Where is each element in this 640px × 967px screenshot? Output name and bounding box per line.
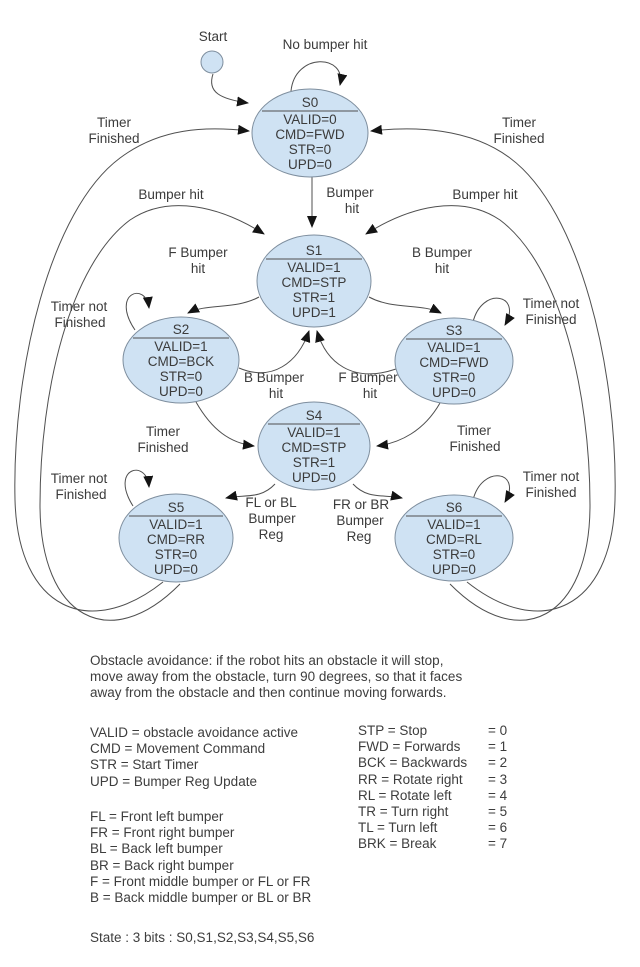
label-fr-or-br-bumper-reg: FR or BR xyxy=(332,497,390,512)
edge-s1-s3 xyxy=(369,297,441,313)
label-b-bumper-hit-center-2: hit xyxy=(268,386,284,401)
command-value: = 2 xyxy=(488,755,508,771)
label-f-bumper-hit-left: F Bumper xyxy=(168,245,228,260)
command-value: = 4 xyxy=(488,787,508,803)
command-row xyxy=(358,836,508,852)
label-no-bumper-hit: No bumper hit xyxy=(282,37,368,52)
state-s5-line3: STR=0 xyxy=(154,547,198,562)
label-timer-finished-mid-left: Timer xyxy=(146,424,180,439)
command-row xyxy=(358,755,508,771)
state-s0-line3: STR=0 xyxy=(288,142,332,157)
label-fr-or-br-bumper-reg-3: Reg xyxy=(346,529,372,544)
state-s1 xyxy=(257,235,371,327)
bumper-legend xyxy=(90,809,311,906)
state-encoding-text: State : 3 bits : S0,S1,S2,S3,S4,S5,S6 xyxy=(90,930,315,945)
state-s5-line4: UPD=0 xyxy=(154,562,198,577)
state-s6-line3: STR=0 xyxy=(432,547,476,562)
label-timer-finished-top-left-2: Finished xyxy=(88,131,140,146)
command-value: = 3 xyxy=(488,771,508,787)
label-bumper-hit-left: Bumper hit xyxy=(138,187,204,202)
label-fl-or-bl-bumper-reg-3: Reg xyxy=(258,527,284,542)
label-timer-finished-mid-right-2: Finished xyxy=(449,439,501,454)
bumper-fr: FR = Front right bumper xyxy=(90,825,235,841)
label-b-bumper-hit-right: B Bumper xyxy=(411,245,473,260)
label-timer-not-finished-s5: Timer not xyxy=(50,471,108,486)
label-timer-finished-top-right-2: Finished xyxy=(493,131,545,146)
label-timer-not-finished-s2: Timer not xyxy=(50,299,108,314)
label-timer-finished-mid-right: Timer xyxy=(457,423,491,438)
signal-upd: UPD = Bumper Reg Update xyxy=(90,773,257,789)
start-node xyxy=(201,51,223,73)
command-row xyxy=(358,787,508,804)
edge-s3-s1 xyxy=(317,331,396,374)
label-timer-finished-top-right: Timer xyxy=(502,115,536,130)
bumper-bl: BL = Back left bumper xyxy=(90,841,223,857)
label-timer-not-finished-s3-2: Finished xyxy=(525,312,577,327)
command-value: = 0 xyxy=(488,723,508,738)
label-fr-or-br-bumper-reg-2: Bumper xyxy=(336,513,384,528)
description-line-3: away from the obstacle and then continue moving forwards. xyxy=(90,685,447,701)
command-value: = 5 xyxy=(488,803,508,819)
command-label: BRK = Break xyxy=(358,836,437,852)
edge-s0-self-loop xyxy=(291,62,341,91)
state-s2 xyxy=(123,317,239,403)
command-row xyxy=(358,803,508,820)
label-timer-not-finished-s5-2: Finished xyxy=(55,487,107,502)
command-row xyxy=(358,820,508,836)
state-s2-name: S2 xyxy=(172,322,190,337)
label-timer-finished-mid-left-2: Finished xyxy=(137,440,189,455)
state-s0-line4: UPD=0 xyxy=(288,157,332,172)
command-value: = 1 xyxy=(488,739,508,755)
bumper-f: F = Front middle bumper or FL or FR xyxy=(90,873,311,889)
label-timer-not-finished-s3: Timer not xyxy=(522,296,580,311)
state-s0-line2: CMD=FWD xyxy=(275,127,345,142)
edge-s3-s4 xyxy=(377,403,440,446)
state-s5-name: S5 xyxy=(167,500,185,515)
label-bumper-hit-center-2: hit xyxy=(344,201,360,216)
command-row xyxy=(358,723,508,739)
state-s5-line1: VALID=1 xyxy=(149,517,203,532)
start-label: Start xyxy=(198,29,228,44)
state-s1-line2: CMD=STP xyxy=(281,275,347,290)
command-value: = 7 xyxy=(488,836,508,852)
state-s5-line2: CMD=RR xyxy=(146,532,206,547)
state-s2-line3: STR=0 xyxy=(159,369,203,384)
signal-str: STR = Start Timer xyxy=(90,757,199,773)
state-s6-name: S6 xyxy=(445,500,463,515)
state-s3-line2: CMD=FWD xyxy=(419,355,489,370)
state-s2-line4: UPD=0 xyxy=(159,384,203,399)
state-s3-line4: UPD=0 xyxy=(432,385,476,400)
label-fl-or-bl-bumper-reg-2: Bumper xyxy=(248,511,296,526)
label-fl-or-bl-bumper-reg: FL or BL xyxy=(245,495,297,510)
command-label: TR = Turn right xyxy=(358,803,449,819)
state-s4-line4: UPD=0 xyxy=(292,470,336,485)
label-timer-not-finished-s2-2: Finished xyxy=(54,315,106,330)
description-paragraph xyxy=(90,653,462,702)
state-s1-line4: UPD=1 xyxy=(292,305,336,320)
edge-s6-self-loop xyxy=(473,476,510,502)
state-s1-name: S1 xyxy=(305,243,323,258)
label-f-bumper-hit-center-2: hit xyxy=(362,386,378,401)
state-s6-line1: VALID=1 xyxy=(427,517,481,532)
edge-s2-self-loop xyxy=(126,293,149,330)
state-s3 xyxy=(395,318,513,404)
edge-s4-s6 xyxy=(353,484,402,498)
label-b-bumper-hit-right-2: hit xyxy=(434,261,450,276)
command-label: FWD = Forwards xyxy=(358,739,461,755)
command-row xyxy=(358,739,508,755)
bumper-br: BR = Back right bumper xyxy=(90,857,234,873)
state-encoding-line xyxy=(90,930,314,946)
state-s2-line2: CMD=BCK xyxy=(147,354,215,369)
command-label: RL = Rotate left xyxy=(358,787,452,803)
state-s3-line3: STR=0 xyxy=(432,370,476,385)
edge-s1-s2 xyxy=(188,297,259,313)
state-s2-line1: VALID=1 xyxy=(154,339,208,354)
label-b-bumper-hit-center: B Bumper xyxy=(243,370,305,385)
state-s4-line1: VALID=1 xyxy=(287,425,341,440)
command-label: STP = Stop xyxy=(358,723,428,738)
state-s6-line4: UPD=0 xyxy=(432,562,476,577)
state-s5 xyxy=(119,494,233,582)
edge-start-s0 xyxy=(212,74,248,103)
state-s4 xyxy=(258,402,370,490)
label-f-bumper-hit-center: F Bumper xyxy=(338,370,398,385)
edge-s3-self-loop xyxy=(473,298,510,325)
bumper-fl: FL = Front left bumper xyxy=(90,809,224,824)
state-s1-line3: STR=1 xyxy=(292,290,336,305)
state-s6-line2: CMD=RL xyxy=(426,532,482,547)
state-s0-name: S0 xyxy=(301,95,319,110)
signal-legend xyxy=(90,725,298,790)
state-s4-name: S4 xyxy=(305,408,323,423)
command-value: = 6 xyxy=(488,820,508,836)
label-timer-not-finished-s6-2: Finished xyxy=(525,485,577,500)
state-s0 xyxy=(252,89,368,177)
label-bumper-hit-right: Bumper hit xyxy=(452,187,518,202)
state-s3-line1: VALID=1 xyxy=(427,340,481,355)
state-s0-line1: VALID=0 xyxy=(283,112,337,127)
command-row xyxy=(358,771,508,788)
label-f-bumper-hit-left-2: hit xyxy=(190,261,206,276)
bumper-b: B = Back middle bumper or BL or BR xyxy=(90,890,312,906)
description-line-1: Obstacle avoidance: if the robot hits an obstacle it will stop, xyxy=(90,653,444,668)
command-label: TL = Turn left xyxy=(358,820,438,836)
command-code-legend xyxy=(358,723,508,853)
command-label: RR = Rotate right xyxy=(358,771,463,787)
label-timer-finished-top-left: Timer xyxy=(97,115,131,130)
edge-s2-s4 xyxy=(196,402,254,446)
command-label: BCK = Backwards xyxy=(358,755,468,771)
edge-s2-s1 xyxy=(239,331,309,373)
state-s4-line2: CMD=STP xyxy=(281,440,347,455)
state-s1-line1: VALID=1 xyxy=(287,260,341,275)
label-bumper-hit-center: Bumper xyxy=(326,185,374,200)
state-s6 xyxy=(395,495,513,581)
signal-valid: VALID = obstacle avoidance active xyxy=(90,725,298,740)
label-timer-not-finished-s6: Timer not xyxy=(522,469,580,484)
description-line-2: move away from the obstacle, turn 90 degrees, so that it faces xyxy=(90,669,463,685)
state-s3-name: S3 xyxy=(445,323,463,338)
state-s4-line3: STR=1 xyxy=(292,455,336,470)
signal-cmd: CMD = Movement Command xyxy=(90,741,266,757)
